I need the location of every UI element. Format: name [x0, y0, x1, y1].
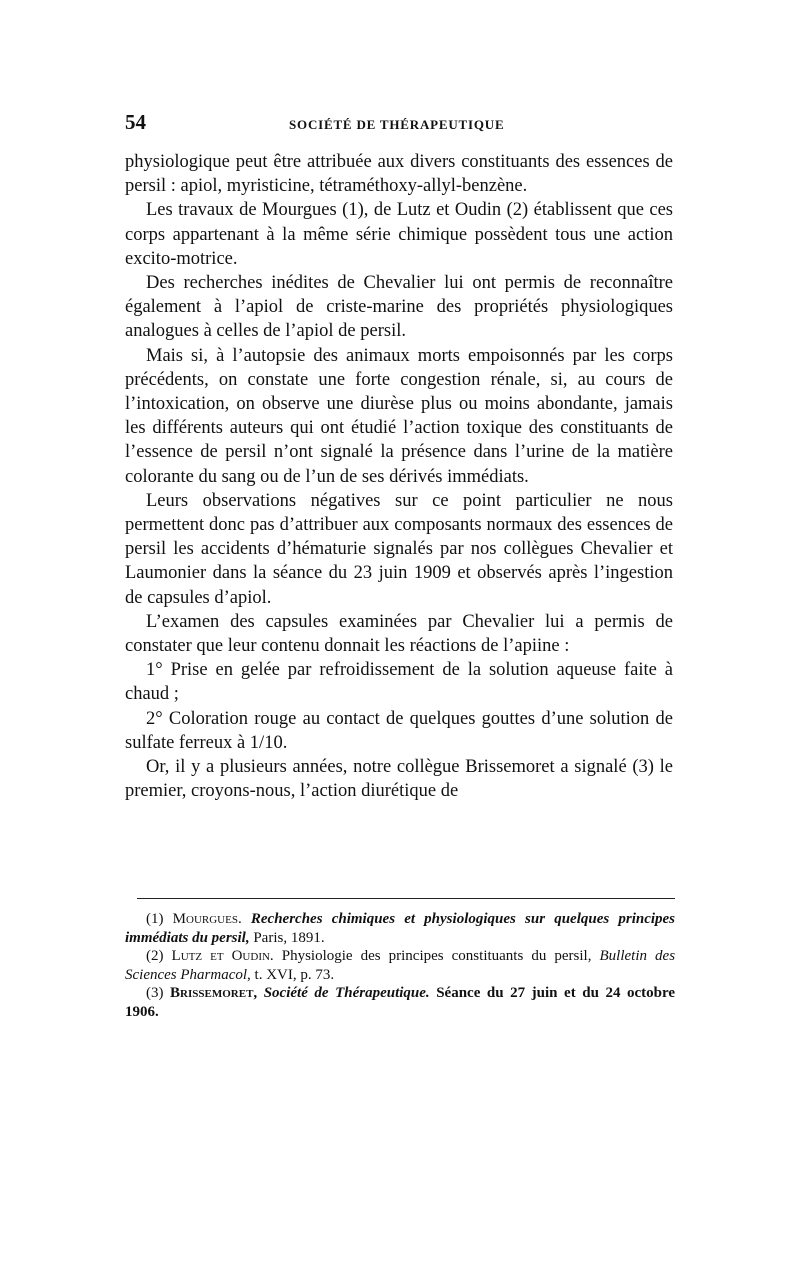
paragraph: Mais si, à l’autopsie des animaux morts empoisonnés par les corps précédents, on constate une forte congestion rénale, si, au cours de l’intoxication, on observe une diurèse plus ou moins abondante, jamais les différents auteurs qui ont étudié l’action toxique des constituants de l’essence de persil n’ont signalé la présence dans l’urine de la matière colorante du sang ou de l’un de ses dérivés immédiats.: [125, 345, 673, 487]
footnotes: [125, 910, 675, 1022]
paragraph: Les travaux de Mourgues (1), de Lutz et Oudin (2) établissent que ces corps appartenant à la même série chimique possèdent tous une action excito-motrice.: [125, 200, 673, 269]
footnote-title: Physiologie des principes constituants du persil,: [281, 948, 592, 965]
paragraph: physiologique peut être attribuée aux divers constituants des essences de persil : apiol, myristicine, tétraméthoxy-allyl-benzène.: [125, 152, 673, 197]
footnote-journal: Bulletin des Sciences Pharmacol: [125, 948, 676, 983]
footnote-title: Recherches chimiques et physiologiques sur quelques principes immédiats du persil,: [125, 911, 676, 946]
footnote-1: [125, 910, 675, 947]
paragraph: 1° Prise en gelée par refroidissement de la solution aqueuse faite à chaud ;: [125, 660, 673, 705]
page-number: 54: [125, 110, 146, 134]
paragraph: Des recherches inédites de Chevalier lui ont permis de reconnaître également à l’apiol de criste-marine des propriétés physiologiques analogues à celles de l’apiol de persil.: [125, 273, 673, 342]
footnote-divider: [137, 898, 675, 899]
footnote-details: , t. XVI, p. 73.: [247, 966, 335, 983]
footnote-author: Brissemoret,: [170, 985, 258, 1002]
footnote-title: Société de Thérapeutique.: [263, 985, 430, 1002]
paragraph: Leurs observations négatives sur ce point particulier ne nous permettent donc pas d’attribuer aux composants normaux des essences de persil les accidents d’hématurie signalés par nos collègues Chevalier et Laumonier dans la séance du 23 juin 1909 et observés après l’ingestion de capsules d’apiol.: [125, 490, 673, 608]
page-header: [125, 110, 673, 140]
paragraph: L’examen des capsules examinées par Chevalier lui a permis de constater que leur contenu donnait les réactions de l’apiine :: [125, 611, 673, 657]
footnote-author: Mourgues.: [172, 911, 242, 927]
footnote-marker: (3): [146, 985, 164, 1002]
footnote-2: [125, 947, 675, 984]
footnote-marker: (2): [146, 948, 164, 965]
footnote-details: Paris, 1891.: [253, 929, 325, 946]
footnote-marker: (1): [146, 911, 164, 927]
footnote-details: Séance du 27 juin et du 24 octobre 1906.: [125, 985, 676, 1020]
paragraph: 2° Coloration rouge au contact de quelques gouttes d’une solution de sulfate ferreux à 1/10.: [125, 708, 673, 753]
paragraph: Or, il y a plusieurs années, notre collègue Brissemoret a signalé (3) le premier, croyons-nous, l’action diurétique de: [125, 757, 673, 802]
footnote-3: [125, 984, 675, 1021]
running-title: SOCIÉTÉ DE THÉRAPEUTIQUE: [289, 117, 505, 132]
body-text: [125, 150, 673, 803]
footnote-author: Lutz et Oudin.: [171, 948, 274, 965]
